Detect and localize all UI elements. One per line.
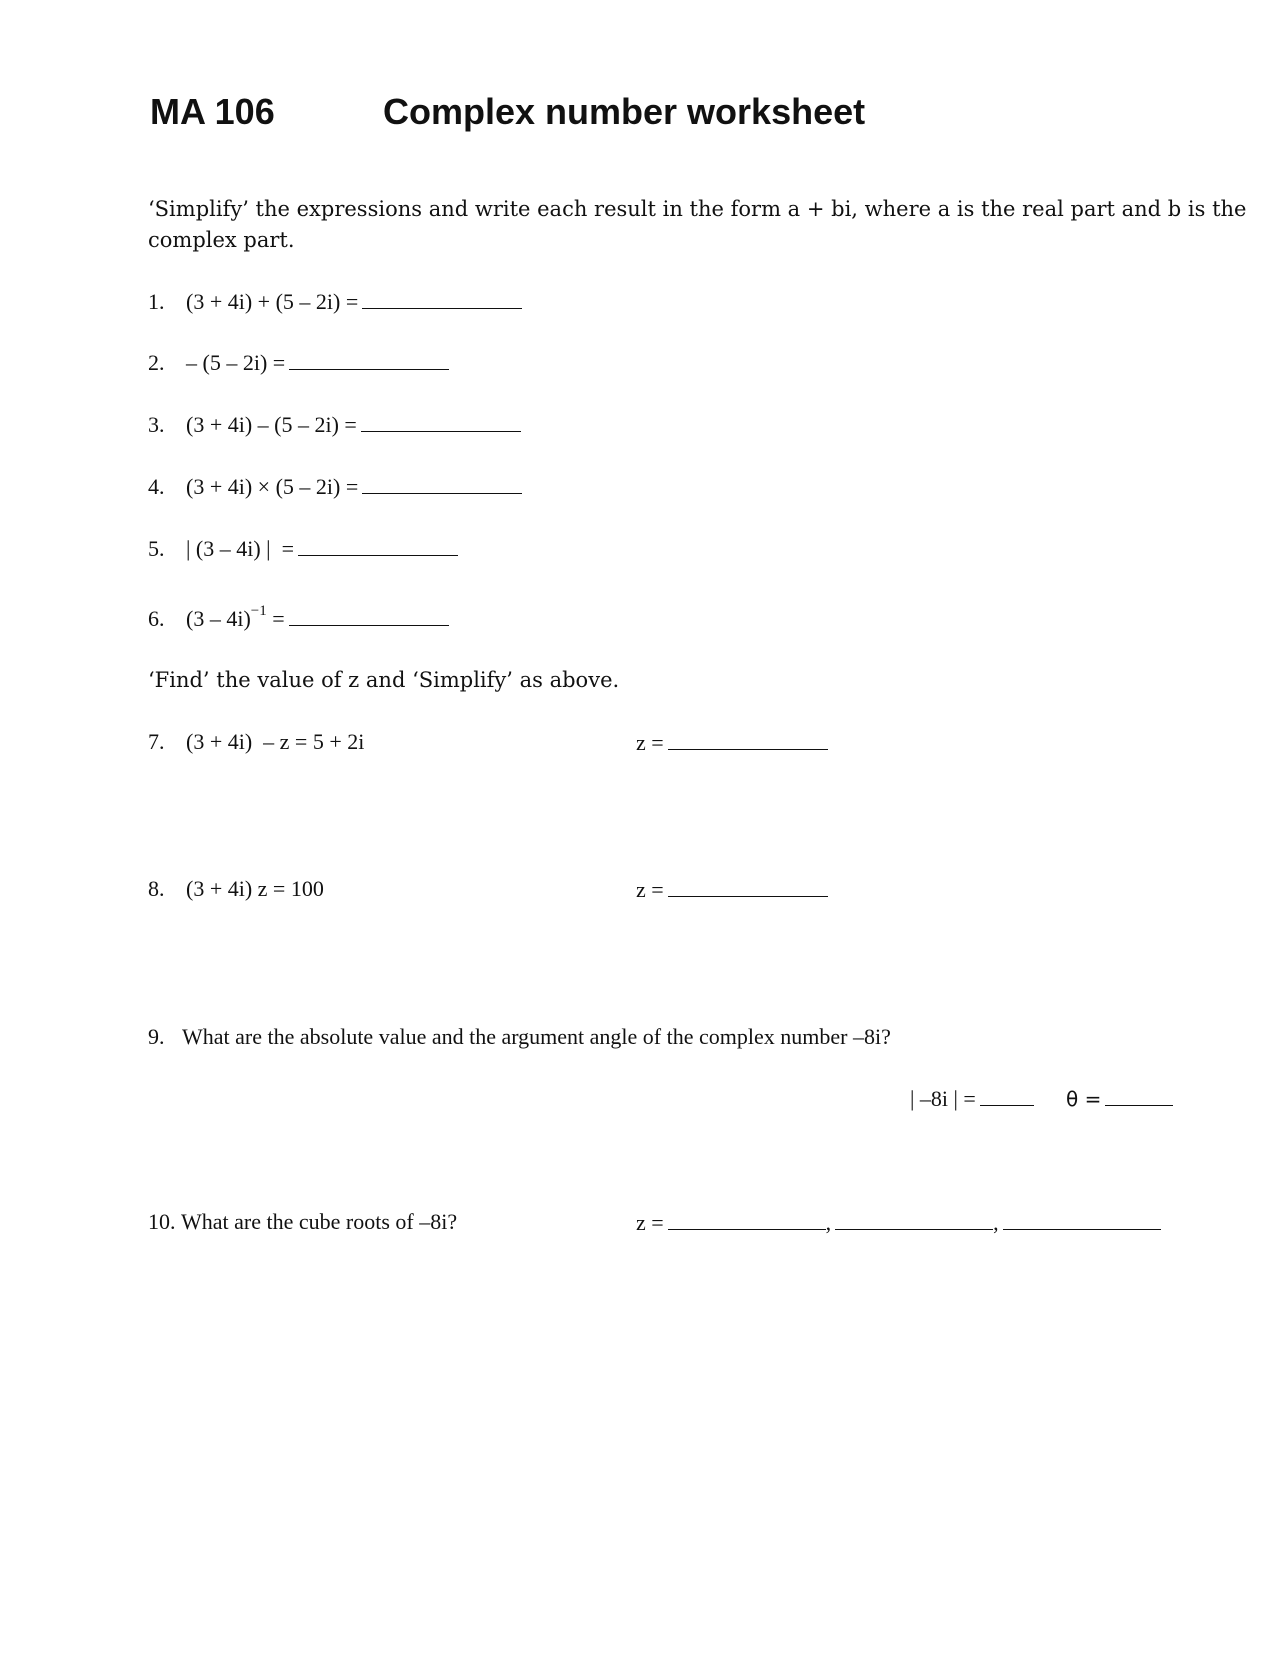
theta-blank[interactable]	[1105, 1087, 1173, 1106]
question-1	[148, 287, 522, 317]
question-expression: (3 + 4i) z = 100	[186, 876, 324, 901]
abs-value-label: | –8i | =	[910, 1086, 976, 1111]
question-9-theta-answer	[1066, 1084, 1173, 1114]
question-number: 7.	[148, 729, 165, 754]
question-number: 3.	[148, 412, 165, 437]
course-code: MA 106	[150, 91, 275, 132]
question-expression: | (3 – 4i) | =	[186, 536, 294, 561]
answer-blank[interactable]	[289, 607, 449, 626]
instructions-line-1: ‘Simplify’ the expressions and write each result in the form a + bi, where a is the real part and b is the	[148, 197, 1247, 221]
question-10-answer	[636, 1208, 1161, 1238]
equals-sign: =	[272, 606, 285, 631]
question-number: 9.	[148, 1024, 165, 1049]
question-expression: (3 + 4i) × (5 – 2i) =	[186, 474, 359, 499]
answer-blank[interactable]	[289, 351, 449, 370]
question-10	[148, 1207, 457, 1237]
instructions-line-2: complex part.	[148, 228, 295, 252]
question-9-abs-answer	[910, 1084, 1034, 1114]
separator: ,	[993, 1210, 999, 1235]
cube-root-1-blank[interactable]	[668, 1211, 826, 1230]
question-9	[148, 1022, 891, 1052]
exponent: −1	[250, 603, 267, 619]
question-number: 4.	[148, 474, 165, 499]
answer-blank[interactable]	[362, 475, 522, 494]
question-7-answer	[636, 728, 828, 758]
question-text: What are the cube roots of –8i?	[181, 1209, 458, 1234]
question-8	[148, 874, 324, 904]
question-7	[148, 727, 364, 757]
question-expression: (3 + 4i) + (5 – 2i) =	[186, 289, 359, 314]
separator: ,	[825, 1210, 832, 1235]
question-number: 1.	[148, 289, 165, 314]
question-number: 10.	[148, 1209, 176, 1234]
question-expression: – (5 – 2i) =	[186, 350, 286, 375]
question-text: What are the absolute value and the argument angle of the complex number –8i?	[182, 1024, 891, 1049]
question-4	[148, 472, 522, 502]
answer-blank[interactable]	[668, 731, 828, 750]
question-3	[148, 410, 521, 440]
answer-blank[interactable]	[361, 413, 521, 432]
question-number: 6.	[148, 606, 165, 631]
question-number: 8.	[148, 876, 165, 901]
find-instruction: ‘Find’ the value of z and ‘Simplify’ as above.	[148, 668, 620, 692]
abs-value-blank[interactable]	[980, 1087, 1034, 1106]
cube-root-3-blank[interactable]	[1003, 1211, 1161, 1230]
answer-blank[interactable]	[298, 537, 458, 556]
answer-label: z =	[636, 1210, 664, 1235]
question-5	[148, 534, 458, 564]
question-6	[148, 596, 449, 634]
answer-label: z =	[636, 877, 664, 902]
question-number: 5.	[148, 536, 165, 561]
cube-root-2-blank[interactable]	[835, 1211, 993, 1230]
question-expression: (3 + 4i) – (5 – 2i) =	[186, 412, 357, 437]
question-2	[148, 348, 449, 378]
theta-label: θ =	[1066, 1087, 1102, 1111]
question-8-answer	[636, 875, 828, 905]
question-expression: (3 + 4i) – z = 5 + 2i	[186, 729, 365, 754]
question-number: 2.	[148, 350, 165, 375]
answer-label: z =	[636, 730, 664, 755]
answer-blank[interactable]	[668, 878, 828, 897]
question-expression: (3 – 4i)	[186, 606, 251, 631]
answer-blank[interactable]	[362, 290, 522, 309]
page-title: Complex number worksheet	[383, 91, 866, 132]
